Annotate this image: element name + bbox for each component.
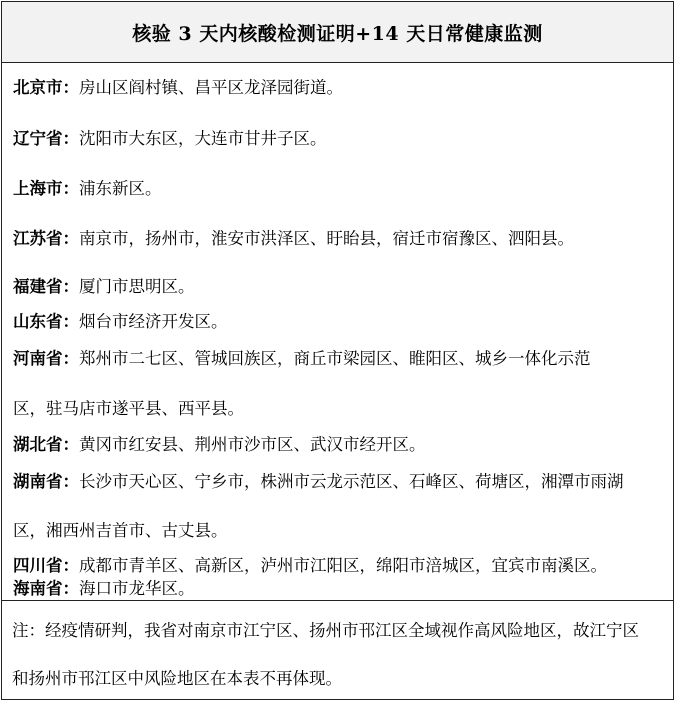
table-title: 核验 3 天内核酸检测证明+14 天日常健康监测 xyxy=(132,22,543,45)
province-label: 上海市： xyxy=(13,179,79,198)
province-label: 山东省： xyxy=(13,312,79,331)
area-list: 海口市龙华区。 xyxy=(79,579,195,598)
province-label: 北京市： xyxy=(13,78,79,97)
row-sichuan xyxy=(13,555,665,577)
area-list: 浦东新区。 xyxy=(79,179,162,198)
area-list: 郑州市二七区、管城回族区，商丘市梁园区、睢阳区、城乡一体化示范 xyxy=(79,349,591,368)
province-label: 辽宁省： xyxy=(13,129,79,148)
area-list: 黄冈市红安县、荆州市沙市区、武汉市经开区。 xyxy=(79,435,426,454)
area-list-continued: 区，驻马店市遂平县、西平县。 xyxy=(13,399,244,418)
area-list: 南京市，扬州市，淮安市洪泽区、盱眙县，宿迁市宿豫区、泗阳县。 xyxy=(79,229,574,248)
note-line-2: 和扬州市邗江区中风险地区在本表不再体现。 xyxy=(12,669,342,688)
area-list: 成都市青羊区、高新区，泸州市江阳区，绵阳市涪城区，宜宾市南溪区。 xyxy=(79,556,607,575)
area-list: 厦门市思明区。 xyxy=(79,277,195,296)
province-label: 福建省： xyxy=(13,277,79,296)
row-beijing xyxy=(13,77,665,99)
row-henan-cont xyxy=(13,398,665,420)
area-list: 烟台市经济开发区。 xyxy=(79,312,228,331)
row-shanghai xyxy=(13,178,665,200)
province-label: 河南省： xyxy=(13,349,79,368)
province-label: 湖北省： xyxy=(13,435,79,454)
row-hunan xyxy=(13,471,665,493)
area-list: 沈阳市大东区，大连市甘井子区。 xyxy=(79,129,327,148)
row-hunan-cont xyxy=(13,520,665,542)
row-jiangsu xyxy=(13,228,665,250)
province-label: 江苏省： xyxy=(13,229,79,248)
row-shandong xyxy=(13,311,665,333)
row-liaoning xyxy=(13,128,665,150)
note-line-1: 注：经疫情研判，我省对南京市江宁区、扬州市邗江区全域视作高风险地区，故江宁区 xyxy=(12,621,639,640)
area-list: 长沙市天心区、宁乡市，株洲市云龙示范区、石峰区、荷塘区，湘潭市雨湖 xyxy=(79,472,624,491)
risk-area-table xyxy=(1,1,674,700)
province-label: 四川省： xyxy=(13,556,79,575)
province-label: 海南省： xyxy=(13,579,79,598)
province-label: 湖南省： xyxy=(13,472,79,491)
row-henan xyxy=(13,348,665,370)
area-list: 房山区阎村镇、昌平区龙泽园街道。 xyxy=(79,78,343,97)
note-section xyxy=(2,600,673,699)
row-hubei xyxy=(13,434,665,456)
row-fujian xyxy=(13,276,665,298)
area-list-continued: 区，湘西州吉首市、古丈县。 xyxy=(13,521,228,540)
table-header xyxy=(2,2,673,63)
row-hainan xyxy=(13,578,665,600)
